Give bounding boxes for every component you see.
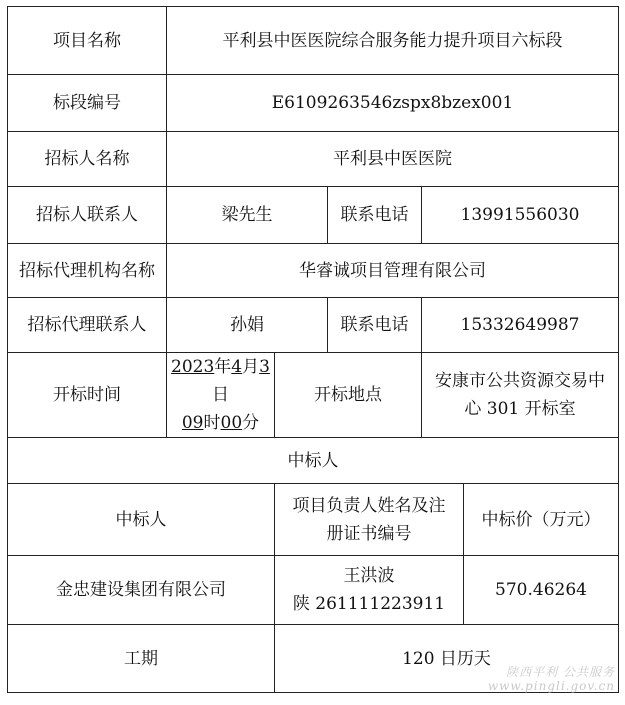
agency-contact-label: 招标代理联系人 — [8, 298, 167, 353]
opening-date-line — [169, 353, 272, 409]
row-winner — [8, 556, 619, 625]
winner-manager-cert: 陕 261111223911 — [292, 594, 446, 614]
opening-minute: 00 — [220, 413, 243, 433]
duration-value: 120 日历天 — [275, 625, 619, 693]
winner-col-manager-header-line2: 册证书编号 — [326, 523, 412, 544]
section-no-value: E6109263546zspx8bzex001 — [167, 75, 619, 132]
tenderer-contact-name: 梁先生 — [167, 187, 328, 244]
row-tenderer — [8, 132, 619, 187]
watermark-line1: 陕西平利 公共服务 — [506, 665, 615, 679]
bid-result-table — [7, 6, 619, 693]
agency-value: 华睿诚项目管理有限公司 — [167, 244, 619, 298]
row-project-name — [8, 7, 619, 75]
section-no-label: 标段编号 — [8, 75, 167, 132]
winner-manager-cell — [275, 556, 464, 625]
winner-price: 570.46264 — [464, 556, 619, 625]
winner-col-manager-header — [275, 484, 464, 556]
opening-day-unit: 日 — [212, 385, 229, 405]
opening-hour-unit: 时 — [203, 413, 221, 433]
winner-company: 金忠建设集团有限公司 — [8, 556, 275, 625]
row-section-no — [8, 75, 619, 132]
opening-month-unit: 月 — [242, 357, 260, 377]
row-opening — [8, 353, 619, 438]
watermark-line2: www.pingli.gov.cn — [487, 679, 615, 693]
opening-place-label: 开标地点 — [275, 353, 422, 438]
project-name-value: 平利县中医医院综合服务能力提升项目六标段 — [167, 7, 619, 75]
tenderer-value: 平利县中医医院 — [167, 132, 619, 187]
opening-place-value — [422, 353, 619, 438]
opening-minute-unit: 分 — [242, 413, 260, 433]
row-agency — [8, 244, 619, 298]
opening-year-unit: 年 — [214, 357, 232, 377]
opening-time-label: 开标时间 — [8, 353, 167, 438]
tenderer-phone-value: 13991556030 — [422, 187, 619, 244]
row-winner-header — [8, 484, 619, 556]
opening-time-value — [167, 353, 275, 438]
tenderer-contact-label: 招标人联系人 — [8, 187, 167, 244]
opening-hour: 09 — [181, 413, 204, 433]
agency-contact-name: 孙娟 — [167, 298, 328, 353]
opening-place-line2: 心 301 开标室 — [464, 399, 576, 419]
site-watermark — [488, 665, 615, 693]
opening-clock-line — [169, 409, 272, 437]
opening-day: 3 — [259, 357, 270, 377]
agency-label: 招标代理机构名称 — [8, 244, 167, 298]
winner-col-company-header: 中标人 — [8, 484, 275, 556]
duration-label: 工期 — [8, 625, 275, 693]
winner-section-title: 中标人 — [8, 438, 619, 484]
tenderer-phone-label: 联系电话 — [328, 187, 422, 244]
opening-month: 4 — [231, 357, 243, 377]
winner-manager-name: 王洪波 — [343, 566, 395, 586]
opening-year: 2023 — [171, 357, 215, 377]
row-agency-contact — [8, 298, 619, 353]
winner-col-price-header: 中标价（万元） — [464, 484, 619, 556]
tenderer-label: 招标人名称 — [8, 132, 167, 187]
row-winner-section — [8, 438, 619, 484]
row-tenderer-contact — [8, 187, 619, 244]
opening-place-line1: 安康市公共资源交易中 — [435, 371, 605, 391]
project-name-label: 项目名称 — [8, 7, 167, 75]
winner-col-manager-header-line1: 项目负责人姓名及注 — [292, 495, 446, 516]
agency-phone-value: 15332649987 — [422, 298, 619, 353]
agency-phone-label: 联系电话 — [328, 298, 422, 353]
